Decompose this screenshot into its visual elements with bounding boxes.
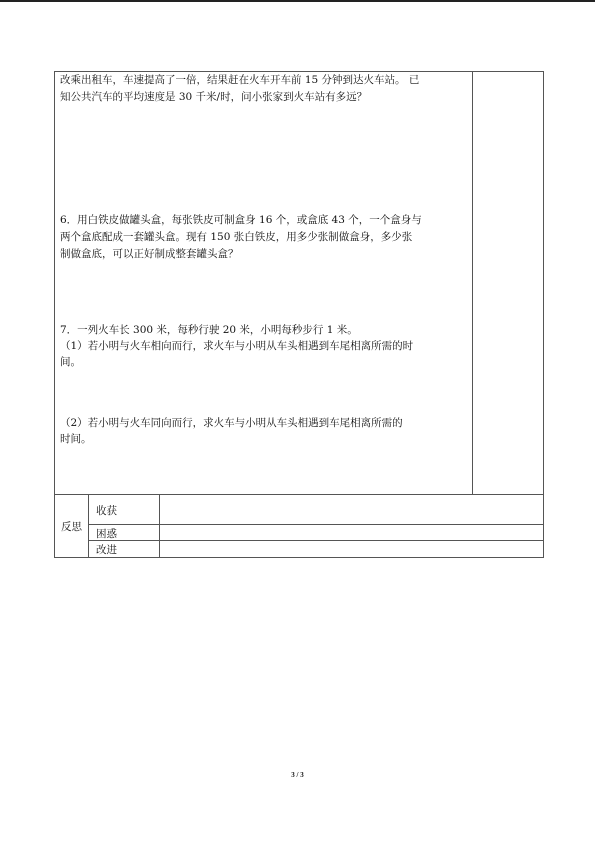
reflection-value-confusion[interactable]	[166, 526, 536, 539]
problem-part-1-line: （1）若小明与火车相向而行，求火车与小明从车头相遇到车尾相离所需的时	[60, 340, 414, 352]
problem-intro: 7．一列火车长 300 米，每秒行驶 20 米，小明每秒步行 1 米。	[60, 324, 358, 336]
reflection-label-divider	[159, 494, 160, 558]
problem-text-line: 两个盒底配成一套罐头盒。现有 150 张白铁皮，用多少张制做盒身，多少张	[60, 231, 413, 243]
problem-text-line: 知公共汽车的平均速度是 30 千米/时，问小张家到火车站有多远？	[60, 91, 368, 103]
problem-text-line: 改乘出租车，车速提高了一倍，结果赶在火车开车前 15 分钟到达火车站。 已	[60, 74, 420, 86]
worksheet-table	[54, 71, 544, 558]
reflection-label-confusion: 困惑	[96, 528, 117, 540]
problem-part-2-line: 时间。	[60, 433, 92, 445]
page-number: 3 / 3	[291, 771, 304, 779]
problem-text-line: 6．用白铁皮做罐头盒，每张铁皮可制盒身 16 个，或盒底 43 个，一个盒身与	[60, 214, 422, 226]
reflection-row-divider-2	[88, 540, 544, 541]
right-column-divider	[472, 71, 473, 494]
header-rule	[0, 0, 595, 2]
reflection-title: 反思	[61, 521, 82, 533]
reflection-value-gains[interactable]	[166, 503, 536, 519]
problem-text-line: 制做盒底，可以正好制成整套罐头盒？	[60, 248, 239, 260]
reflection-top-divider	[54, 494, 544, 495]
problem-part-2-line: （2）若小明与火车同向而行，求火车与小明从车头相遇到车尾相离所需的	[60, 417, 403, 429]
reflection-title-divider	[88, 494, 89, 558]
reflection-value-improvement[interactable]	[166, 542, 536, 556]
problem-part-1-line: 间。	[60, 356, 81, 368]
reflection-row-divider-1	[88, 524, 544, 525]
reflection-label-improvement: 改进	[96, 544, 117, 556]
reflection-label-gains: 收获	[96, 505, 117, 517]
